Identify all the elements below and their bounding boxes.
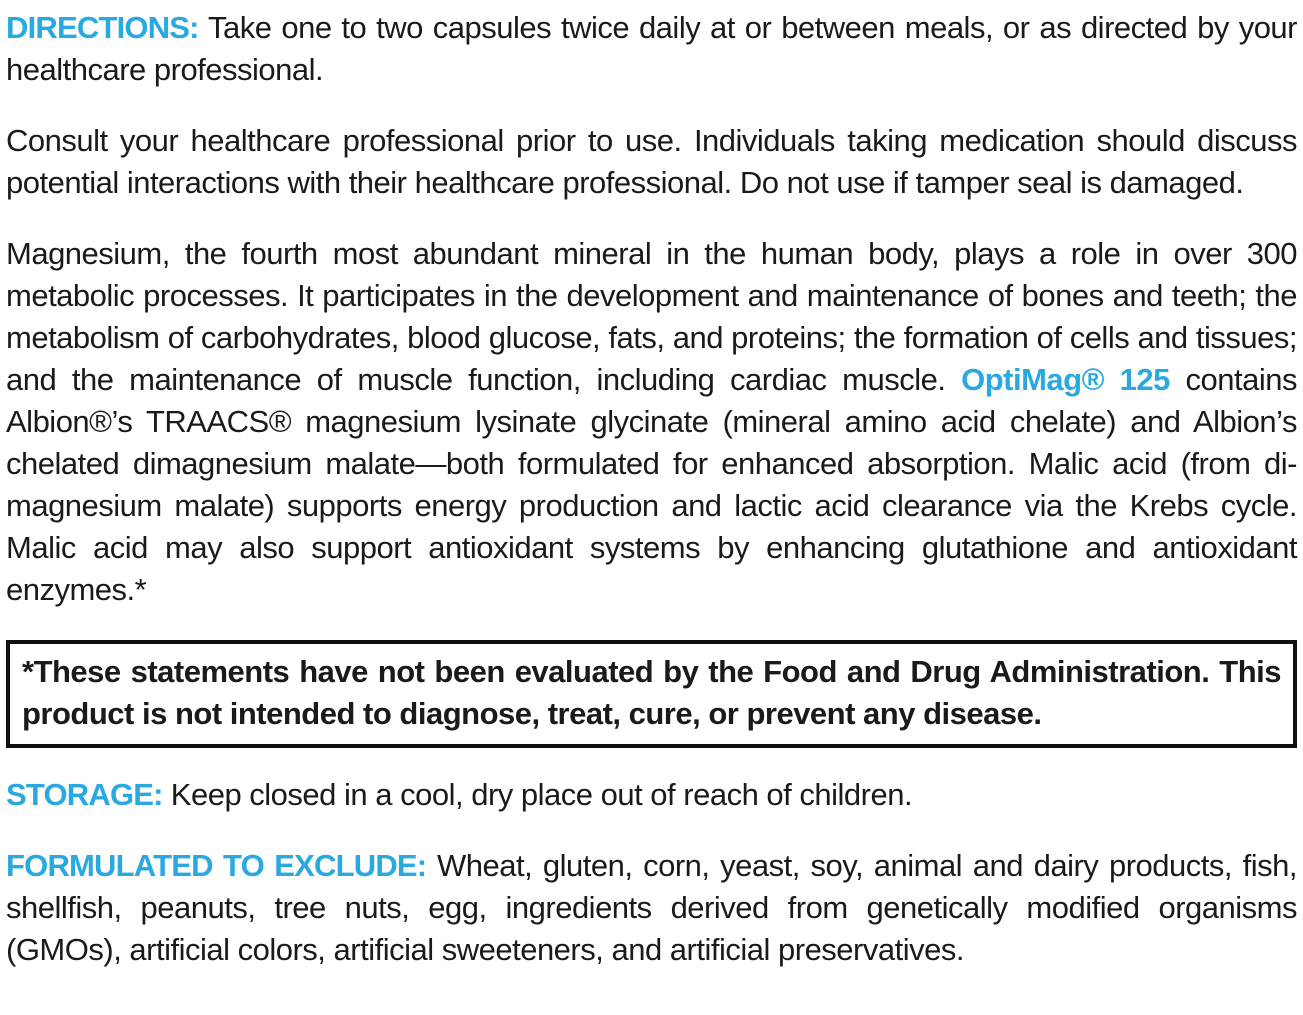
formulated-to-exclude-paragraph <box>6 845 1297 971</box>
formulated-to-exclude-text: Wheat, gluten, corn, yeast, soy, animal and dairy products, fish, shellfish, peanuts, tree nuts, egg, ingredients derived from genetically modified organisms (GMOs), artificial colors, artificial sweeteners, and artificial preservatives. <box>6 848 1297 967</box>
directions-paragraph <box>6 7 1297 91</box>
storage-label: STORAGE: <box>6 777 163 812</box>
fda-disclaimer-text: *These statements have not been evaluated by the Food and Drug Administration. This product is not intended to diagnose, treat, cure, or prevent any disease. <box>22 654 1281 731</box>
formulated-to-exclude-label: FORMULATED TO EXCLUDE: <box>6 848 427 883</box>
storage-paragraph <box>6 774 1297 816</box>
description-text-before-brand: Magnesium, the fourth most abundant mineral in the human body, plays a role in over 300 metabolic processes. It participates in the development and maintenance of bones and teeth; the metabolism of carbohydrates, blood glucose, fats, and proteins; the formation of cells and tissues; and the maintenance of muscle function, including cardiac muscle. <box>6 236 1297 397</box>
brand-name: OptiMag® 125 <box>961 362 1170 397</box>
consult-text: Consult your healthcare professional prior to use. Individuals taking medication should discuss potential interactions with their healthcare professional. Do not use if tamper seal is damaged. <box>6 123 1297 200</box>
directions-text: Take one to two capsules twice daily at or between meals, or as directed by your healthcare professional. <box>6 10 1297 87</box>
supplement-label-panel <box>6 7 1297 971</box>
fda-disclaimer-box <box>6 640 1297 748</box>
storage-text: Keep closed in a cool, dry place out of reach of children. <box>170 777 913 812</box>
description-paragraph <box>6 233 1297 611</box>
description-text-after-brand: contains Albion®’s TRAACS® magnesium lysinate glycinate (mineral amino acid chelate) and Albion’s chelated dimagnesium malate—both formulated for enhanced absorption. Malic acid (from di-magnesium malate) supports energy production and lactic acid clearance via the Krebs cycle. Malic acid may also support antioxidant systems by enhancing glutathione and antioxidant enzymes.* <box>6 362 1297 607</box>
consult-paragraph <box>6 120 1297 204</box>
directions-label: DIRECTIONS: <box>6 10 199 45</box>
